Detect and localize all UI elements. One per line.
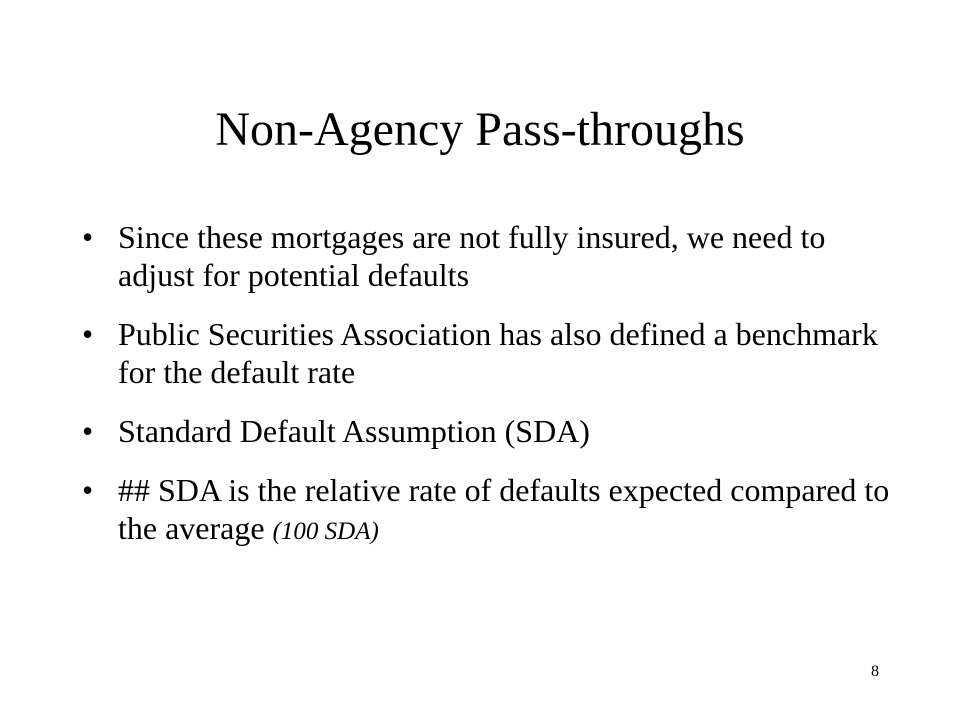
page-number: 8 [871,663,879,680]
bullet-icon: • [82,219,94,255]
bullet-text-with-note [118,471,902,551]
bullet-list [82,218,902,572]
bullet-item [82,412,902,450]
bullet-item [82,471,902,551]
bullet-item [82,315,902,391]
italic-note: (100 SDA) [272,518,379,545]
bullet-text: Public Securities Association has also defined a benchmark for the default rate [118,316,878,390]
bullet-text: ## SDA is the relative rate of defaults expected compared to the average [118,472,890,546]
bullet-icon: • [82,472,94,508]
bullet-text: Standard Default Assumption (SDA) [118,413,590,449]
bullet-text: Since these mortgages are not fully insured, we need to adjust for potential defaults [118,219,826,293]
slide-title: Non-Agency Pass-throughs [215,103,745,156]
bullet-item [82,218,902,294]
bullet-icon: • [82,413,94,449]
bullet-icon: • [82,316,94,352]
